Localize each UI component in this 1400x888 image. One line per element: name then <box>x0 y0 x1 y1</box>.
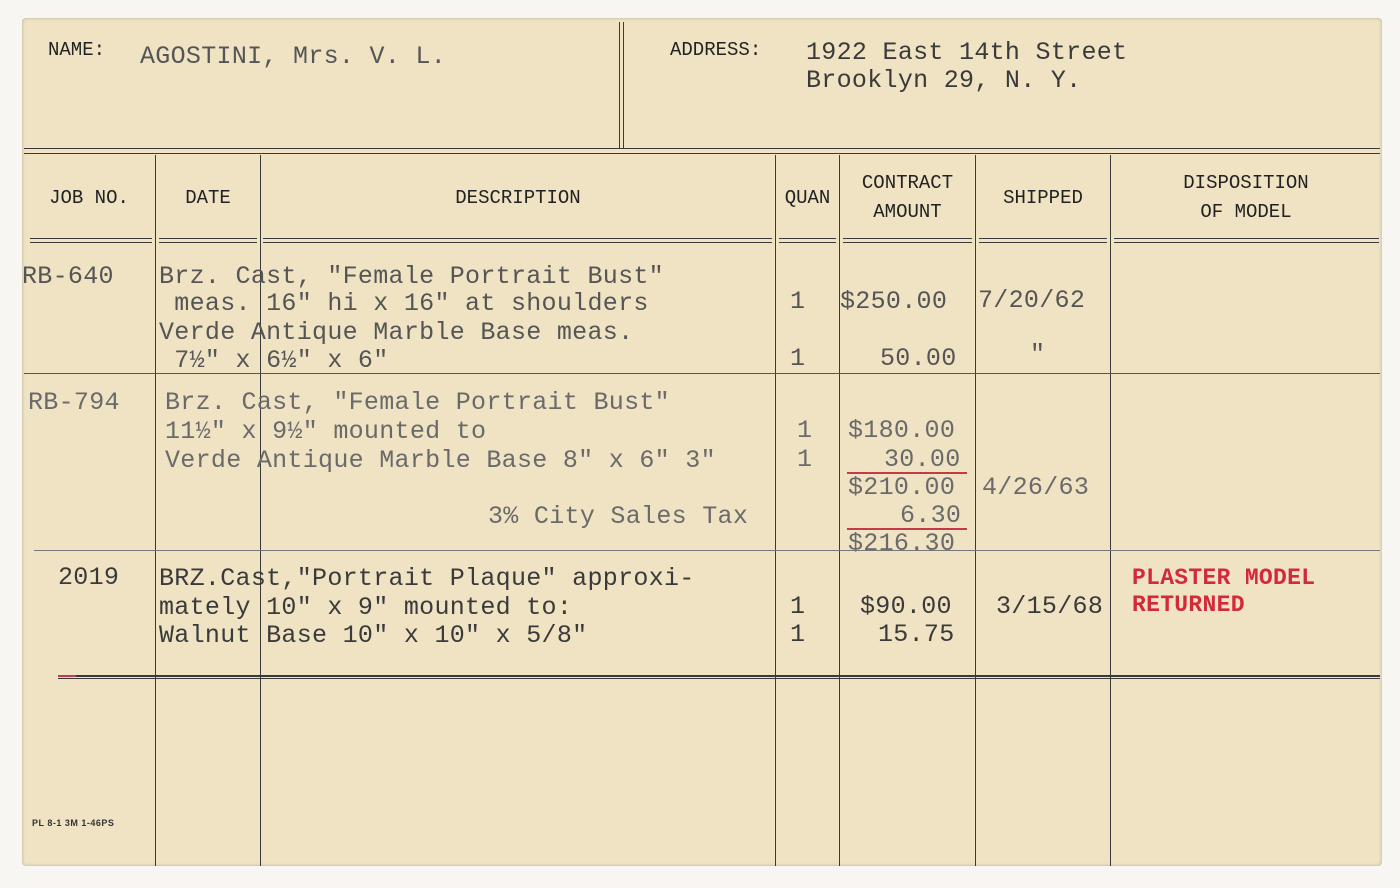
header-rule <box>979 242 1107 243</box>
disposition-line: PLASTER MODEL <box>1132 565 1316 591</box>
description-line: Verde Antique Marble Base meas. <box>159 318 634 347</box>
contract-amount: 15.75 <box>878 620 955 649</box>
shipped-date: 7/20/62 <box>978 286 1086 315</box>
description-line: meas. 16" hi x 16" at shoulders <box>159 289 649 318</box>
header-rule <box>1114 238 1379 239</box>
quantity: 1 <box>797 445 813 474</box>
entries-end-rule <box>58 675 1380 677</box>
col-header-job-no: JOB NO. <box>49 187 129 209</box>
quantity: 1 <box>790 344 806 373</box>
header-rule <box>979 238 1107 239</box>
name-value: AGOSTINI, Mrs. V. L. <box>140 42 447 71</box>
job-number: RB-794 <box>28 388 120 417</box>
contract-amount: $180.00 <box>848 416 956 445</box>
col-header-quan: QUAN <box>784 187 831 209</box>
contract-tax: 6.30 <box>900 501 962 530</box>
contract-total: $216.30 <box>848 529 956 558</box>
col-divider-quan <box>839 155 840 866</box>
quantity: 1 <box>790 592 806 621</box>
description-line: 11½" x 9½" mounted to <box>165 417 487 446</box>
quantity: 1 <box>790 620 806 649</box>
address-line-2: Brooklyn 29, N. Y. <box>806 66 1082 95</box>
header-rule <box>779 242 836 243</box>
address-label: ADDRESS: <box>670 39 762 61</box>
row-separator <box>34 550 1380 551</box>
contract-amount: 50.00 <box>880 344 957 373</box>
name-address-divider <box>619 22 620 148</box>
col-header-shipped: SHIPPED <box>1003 187 1083 209</box>
header-rule <box>159 242 257 243</box>
col-header-description: DESCRIPTION <box>455 187 581 209</box>
ditto-mark: " <box>1030 340 1046 369</box>
contract-amount: 30.00 <box>884 445 961 474</box>
description-line: BRZ.Cast,"Portrait Plaque" approxi- <box>159 564 695 593</box>
job-number: 2019 <box>58 563 120 592</box>
header-rule <box>263 242 772 243</box>
header-rule <box>779 238 836 239</box>
description-line: Brz. Cast, "Female Portrait Bust" <box>165 388 670 417</box>
header-rule <box>843 238 972 239</box>
description-line: Verde Antique Marble Base 8" x 6" 3" <box>165 446 716 475</box>
description-line: mately 10" x 9" mounted to: <box>159 593 573 622</box>
sales-tax-label: 3% City Sales Tax <box>488 502 749 531</box>
col-divider-job <box>155 155 156 866</box>
job-number: RB-640 <box>22 262 114 291</box>
header-rule <box>1114 242 1379 243</box>
header-rule <box>159 238 257 239</box>
header-rule-top <box>24 148 1380 149</box>
address-line-1: 1922 East 14th Street <box>806 38 1128 67</box>
header-rule <box>843 242 972 243</box>
shipped-date: 3/15/68 <box>996 592 1104 621</box>
entries-end-rule-2 <box>58 678 1380 679</box>
name-address-divider-2 <box>623 22 624 148</box>
header-rule <box>30 238 152 239</box>
col-header-contract: CONTRACT <box>861 172 954 194</box>
quantity: 1 <box>790 287 806 316</box>
col-header-of-model: OF MODEL <box>1200 201 1292 223</box>
contract-amount: $250.00 <box>840 287 948 316</box>
header-rule-top-2 <box>24 153 1380 154</box>
contract-amount: $90.00 <box>860 592 952 621</box>
index-card <box>22 18 1382 866</box>
name-label: NAME: <box>48 39 106 61</box>
col-divider-desc <box>775 155 776 866</box>
shipped-date: 4/26/63 <box>982 473 1090 502</box>
quantity: 1 <box>797 416 813 445</box>
description-line: Walnut Base 10" x 10" x 5/8" <box>159 621 588 650</box>
form-code: PL 8-1 3M 1-46PS <box>32 818 115 828</box>
red-mark <box>58 675 76 677</box>
description-line: Brz. Cast, "Female Portrait Bust" <box>159 262 664 291</box>
row-separator <box>24 373 1380 374</box>
col-header-disposition: DISPOSITION <box>1183 172 1309 194</box>
description-line: 7½" x 6½" x 6" <box>159 346 389 375</box>
col-header-date: DATE <box>185 187 231 209</box>
col-header-amount: AMOUNT <box>873 201 942 223</box>
disposition-line: RETURNED <box>1132 592 1245 618</box>
col-divider-shipped <box>1110 155 1111 866</box>
col-divider-amount <box>975 155 976 866</box>
header-rule <box>263 238 772 239</box>
contract-subtotal: $210.00 <box>848 473 956 502</box>
header-rule <box>30 242 152 243</box>
